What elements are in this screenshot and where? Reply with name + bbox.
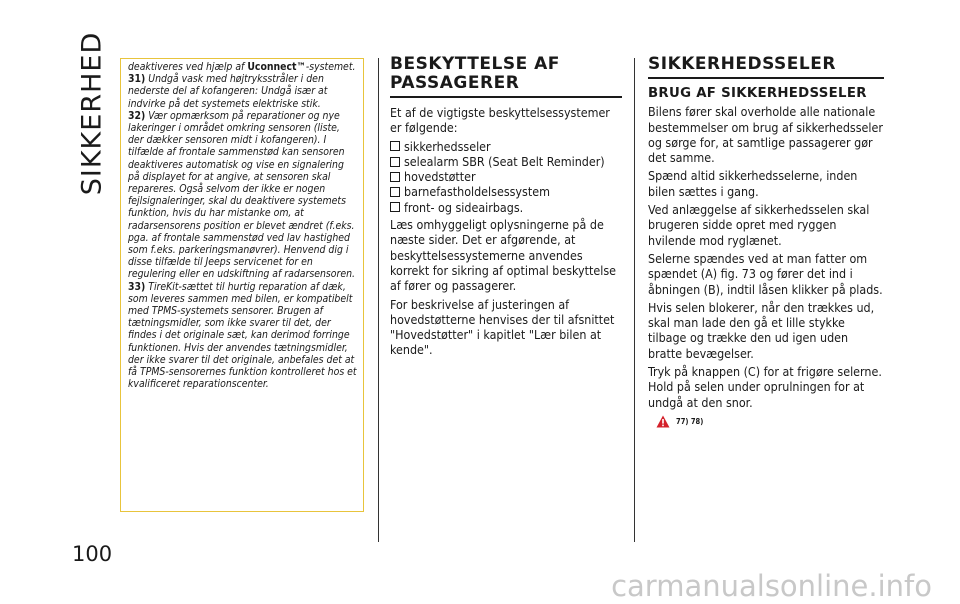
note-text: TireKit-sættet til hurtig reparation af dæk, som leveres sammen med bilen, er kompatibelt med TPMS-systemets sensorer. Brugen af tætningsmidler, som ikke svarer til det, der findes i det originale sæt, kan derimod forringe funktionen. Hvis der anvendes tætningsmidler, der ikke svarer til det originale, anbefales det at få TPMS-sensorernes funktion kontrolleret hos et kvalificeret reparationscenter. [128, 280, 357, 391]
notes-box [120, 58, 364, 512]
checkbox-bullet-icon [390, 202, 400, 212]
note-number: 33) [128, 280, 146, 293]
note-item [128, 73, 358, 110]
seatbelt-paragraph: Ved anlæggelse af sikkerhedsselen skal brugeren sidde opret med ryggen hvilende mod ryglænet. [648, 202, 870, 248]
watermark: carmanualsonline.info [0, 568, 960, 604]
checkbox-bullet-icon [390, 187, 400, 197]
checkbox-bullet-icon [390, 141, 400, 151]
chapter-title-text: SIKKERHED [76, 31, 108, 195]
protection-paragraph: Læs omhyggeligt oplysningerne på de næste sider. Det er afgørende, at beskyttelsessystemerne anvendes korrekt for sikring af optimal beskyttelse af fører og passagerer. [390, 217, 617, 294]
list-item [390, 200, 622, 215]
middle-column [390, 55, 622, 361]
seatbelt-paragraph: Spænd altid sikkerhedsselerne, inden bilen sættes i gang. [648, 168, 858, 199]
warning-reference [648, 414, 884, 429]
column-divider [378, 58, 379, 542]
note-item [128, 110, 358, 281]
warning-refs-text: 77) 78) [676, 416, 704, 426]
section-heading-protection: BESKYTTELSE AF PASSAGERER [390, 55, 622, 98]
section-heading-seatbelts: SIKKERHEDSSELER [648, 55, 884, 79]
list-item-text: front- og sideairbags. [404, 199, 524, 215]
notes-intro-tail: -systemet. [305, 61, 356, 73]
warning-triangle-icon [656, 415, 670, 428]
list-item [390, 169, 622, 184]
headrest-paragraph: For beskrivelse af justeringen af hovedstøtterne henvises der til afsnittet "Hovedstøtter" i kapitlet "Lær bilen at kende". [390, 296, 615, 358]
subheading-seatbelt-use: BRUG AF SIKKERHEDSSELER [648, 86, 867, 101]
chapter-side-title [72, 31, 112, 195]
list-item-text: sikkerhedsseler [404, 138, 491, 154]
page-number: 100 [72, 542, 113, 566]
seatbelt-paragraph: Bilens fører skal overholde alle nationale bestemmelser om brug af sikkerhedsseler og sørge for, at samtlige passagerer gør det samme. [648, 104, 883, 166]
checkbox-bullet-icon [390, 157, 400, 167]
seatbelt-paragraph: Tryk på knappen (C) for at frigøre selerne. Hold på selen under oprulningen for at undgå at den snor. [648, 364, 882, 410]
seatbelt-paragraph: Hvis selen blokerer, når den trækkes ud, skal man lade den gå et lille stykke tilbage og trække den ud igen uden bratte bevægelser. [648, 299, 875, 361]
list-item-text: hovedstøtter [404, 169, 476, 185]
column-divider [634, 58, 635, 542]
notes-intro [128, 61, 358, 73]
list-item-text: barnefastholdelsessystem [404, 184, 550, 200]
note-number: 32) [128, 109, 146, 122]
right-column [648, 55, 884, 429]
protection-intro: Et af de vigtigste beskyttelsessystemer er følgende: [390, 105, 610, 136]
note-text: Undgå vask med højtryksstråler i den nederste del af kofangeren: Undgå især at indvirke på det systemets elektriske stik. [128, 73, 328, 110]
notes-intro-text: deaktiveres ved hjælp af [128, 61, 248, 73]
list-item [390, 184, 622, 199]
list-item [390, 154, 622, 169]
checkbox-bullet-icon [390, 172, 400, 182]
seatbelt-paragraph: Selerne spændes ved at man fatter om spændet (A) fig. 73 og fører det ind i åbningen (B), indtil låsen klikker på plads. [648, 250, 883, 297]
note-item [128, 281, 358, 391]
list-item-text: selealarm SBR (Seat Belt Reminder) [404, 153, 605, 169]
notes-intro-brand: Uconnect™ [247, 61, 306, 73]
list-item [390, 139, 622, 154]
note-number: 31) [128, 73, 146, 86]
note-text: Vær opmærksom på reparationer og nye lakeringer i området omkring sensoren (liste, der dækker sensoren midt i kofangeren). I tilfælde af frontale sammenstød kan sensoren deaktiveres automatisk og vise en signalering på displayet for at angive, at sensoren skal repareres. Også selvom der ikke er nogen fejlsignaleringer, skal du deaktivere systemets funktion, hvis du har mistanke om, at radarsensorens position er blevet ændret (f.eks. pga. af frontale sammenstød ved lav hastighed som f.eks. parkeringsmanøvrer). Henvend dig i disse tilfælde til Jeeps servicenet for en regulering eller en udskiftning af radarsensoren. [128, 109, 355, 281]
protection-systems-list [390, 139, 622, 215]
